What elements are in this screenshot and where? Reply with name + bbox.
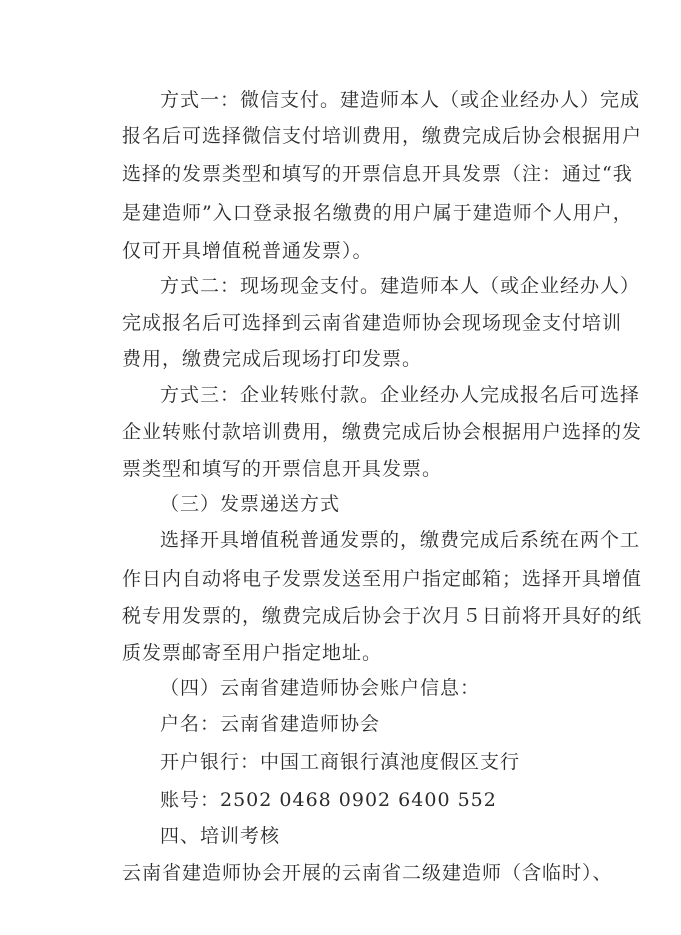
text-line: 方式二：现场现金支付。建造师本人（或企业经办人）	[160, 275, 641, 297]
text-line: 选择开具增值税普通发票的，缴费完成后系统在两个工	[160, 529, 641, 551]
text-line: 选择的发票类型和填写的开票信息开具发票（注：通过“我	[122, 163, 633, 185]
text-line: 是建造师”入口登录报名缴费的用户属于建造师个人用户，	[122, 202, 633, 224]
text-line: 费用，缴费完成后现场打印发票。	[122, 348, 423, 370]
text-line: 质发票邮寄至用户指定地址。	[122, 642, 383, 664]
section-heading: （四）云南省建造师协会账户信息：	[160, 677, 481, 699]
text-line: 报名后可选择微信支付培训费用，缴费完成后协会根据用户	[122, 125, 643, 147]
text-line: 税专用发票的，缴费完成后协会于次月５日前将开具好的纸	[122, 605, 643, 627]
account-name: 户名：云南省建造师协会	[160, 713, 381, 735]
text-line: 票类型和填写的开票信息开具发票。	[122, 458, 443, 480]
text-line: 方式三：企业转账付款。企业经办人完成报名后可选择	[160, 384, 641, 406]
section-heading: 四、培训考核	[160, 825, 281, 847]
text-line: 方式一：微信支付。建造师本人（或企业经办人）完成	[160, 89, 641, 111]
text-line: 仅可开具增值税普通发票）。	[122, 240, 373, 262]
account-bank: 开户银行：中国工商银行滇池度假区支行	[160, 751, 521, 773]
section-heading: （三）发票递送方式	[160, 493, 341, 515]
text-line: 企业转账付款培训费用，缴费完成后协会根据用户选择的发	[122, 421, 643, 443]
account-number: 账号：2502 0468 0902 6400 552	[160, 789, 497, 811]
text-line: 云南省建造师协会开展的云南省二级建造师（含临时）、	[122, 862, 613, 884]
text-line: 作日内自动将电子发票发送至用户指定邮箱；选择开具增值	[122, 568, 643, 590]
text-line: 完成报名后可选择到云南省建造师协会现场现金支付培训	[122, 312, 623, 334]
